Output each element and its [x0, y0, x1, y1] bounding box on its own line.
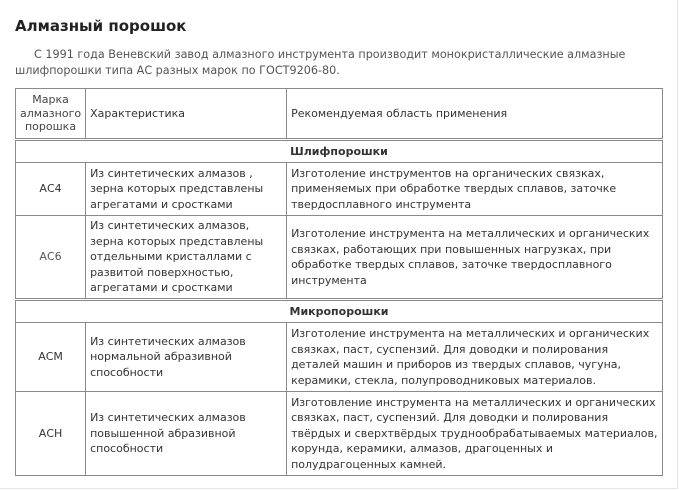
application-cell: Изготоление инструментов на органических связках, применяемых при обработке твердых сплавов, заточке твердосплавного инструмента — [287, 163, 663, 216]
section-title-micro: Микропорошки — [16, 300, 663, 323]
characteristic-cell: Из синтетических алмазов, зерна которых представлены отдельными кристаллами с развитой поверхностью, агрегатами и сростками — [86, 216, 287, 300]
section-row — [16, 300, 663, 323]
table-row — [16, 392, 663, 476]
page-title: Алмазный порошок — [15, 17, 187, 35]
header-application: Рекомендуемая область применения — [287, 89, 663, 140]
application-cell: Изготоление инструмента на металлических и органических связках, паст, суспензий. Для доводки и полирования деталей машин и приборов из твердых сплавов, чугуна, керамики, стекла, полупроводниковых материалов. — [287, 323, 663, 392]
powder-table — [15, 88, 663, 476]
section-row — [16, 140, 663, 163]
intro-paragraph: С 1991 года Веневский завод алмазного инструмента производит монокристаллические алмазные шлифпорошки типа АС разных марок по ГОСТ9206-80. — [15, 48, 626, 77]
table-row — [16, 216, 663, 300]
application-cell: Изготовление инструмента на металлических и органических связках, паст, суспензий. Для доводки и полирования твёрдых и сверхтвёрдых труднообрабатываемых материалов, корунда, керамики, алмазов, драгоценных и полудрагоценных камней. — [287, 392, 663, 476]
table-header-row — [16, 89, 663, 140]
mark-cell: АСМ — [16, 323, 86, 392]
table-row — [16, 323, 663, 392]
application-cell: Изготоление инструмента на металлических и органических связках, работающих при повышенных нагрузках, при обработке твердых сплавов, заточке твердосплавного инструмента — [287, 216, 663, 300]
header-mark: Марка алмазного порошка — [16, 89, 86, 140]
mark-cell: АСН — [16, 392, 86, 476]
mark-cell: АС4 — [16, 163, 86, 216]
table-row — [16, 163, 663, 216]
characteristic-cell: Из синтетических алмазов повышенной абразивной способности — [86, 392, 287, 476]
header-characteristic: Характеристика — [86, 89, 287, 140]
mark-cell: АС6 — [16, 216, 86, 300]
characteristic-cell: Из синтетических алмазов , зерна которых представлены агрегатами и сростками — [86, 163, 287, 216]
characteristic-cell: Из синтетических алмазов нормальной абразивной способности — [86, 323, 287, 392]
section-title-grinding: Шлифпорошки — [16, 140, 663, 163]
